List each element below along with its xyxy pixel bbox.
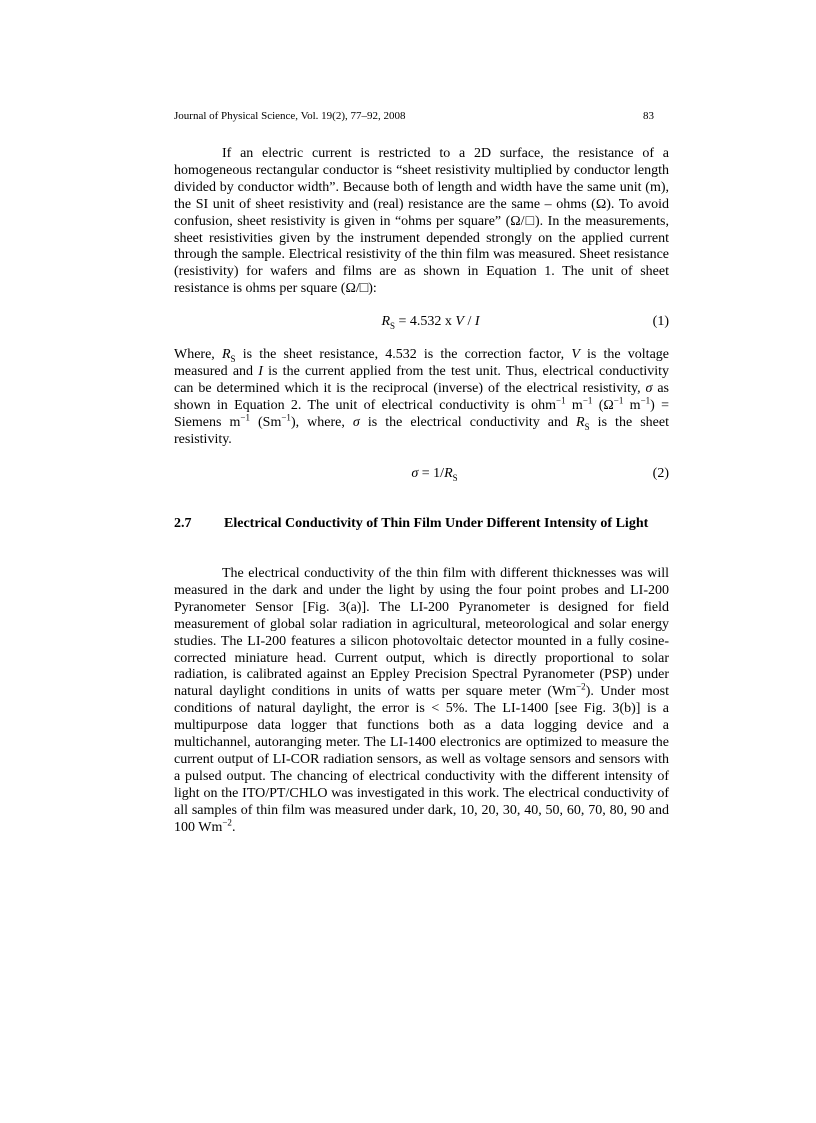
equation-2 — [174, 465, 669, 483]
paragraph-conductivity-definition — [174, 347, 669, 448]
page-number: 83 — [643, 110, 654, 122]
equation-1-expression: $R_S = 4.532$ x V / I — [381, 314, 480, 331]
journal-citation: Journal of Physical Science, Vol. 19(2), 77–92, 2008 — [174, 110, 406, 122]
paragraph-sheet-resistivity — [174, 146, 669, 298]
paragraph-text: If an electric current is restricted to a 2D surface, the resistance of a homogeneous rectangular conductor is “sheet resistivity multiplied by conductor length divided by conductor width”. Because both of length and width have the same unit (m), the SI unit of sheet resistivity and (real) resistance are the same – ohms (Ω). To avoid confusion, sheet resistivity is given in “ohms per square” (Ω/□). In the measurements, sheet resistivities given by the instrument depended strongly on the applied current through the sample. Electrical resistivity of the thin film was measured. Sheet resistance (resistivity) for wafers and films are as shown in Equation 1. The unit of sheet resistance is ohms per square (Ω/□): — [174, 146, 669, 297]
equation-1-number: (1) — [652, 314, 669, 329]
paragraph-text: Where, $R_S$ is the sheet resistance, 4.532 is the correction factor, V is the voltage measured and I is the current applied from the test unit. Thus, electrical conductivity can be determined which it is the reciprocal (inverse) of the electrical resistivity, σ as shown in Equation 2. The unit of electrical conductivity is ohm$^{-1}$ $m^{-1}$ ($\Omega^{-1}$ $m^{-1}$) = Siemens $m^{-1}$ $(Sm^{-1})$, where, σ is the electrical conductivity and $R_S$ is the sheet resistivity. — [174, 347, 670, 447]
paragraph-text: The electrical conductivity of the thin film with different thicknesses was will measured in the dark and under the light by using the four point probes and LI-200 Pyranometer Sensor [Fig. 3(a)]. The LI-200 Pyranometer is designed for field measurement of global solar radiation in agricultural, meteorological and solar energy studies. The LI-200 features a silicon photovoltaic detector mounted in a fully cosine-corrected miniature head. Current output, which is directly proportional to solar radiation, is calibrated against an Eppley Precision Spectral Pyranometer (PSP) under natural daylight conditions in units of watts per square meter $(Wm^{-2})$. Under most conditions of natural daylight, the error is < 5%. The LI-1400 [see Fig. 3(b)] is a multipurpose data logger that functions both as a data logging device and a multichannel, autoranging meter. The LI-1400 electronics are optimized to measure the current output of LI-COR radiation sensors, as well as voltage sensors and sensors with a pulsed output. The chancing of electrical conductivity with the different intensity of light on the ITO/PT/CHLO was investigated in this work. The electrical conductivity of all samples of thin film was measured under dark, 10, 20, 30, 40, 50, 60, 70, 80, 90 and 100 $Wm^{-2}$. — [174, 566, 669, 835]
section-number: 2.7 — [174, 516, 192, 531]
equation-2-expression: $\sigma = 1/R_S$ — [411, 466, 458, 483]
paragraph-light-intensity-method — [174, 566, 669, 837]
equation-1 — [174, 313, 669, 331]
equation-2-number: (2) — [652, 466, 669, 481]
section-title: Electrical Conductivity of Thin Film Under Different Intensity of Light — [224, 516, 649, 531]
